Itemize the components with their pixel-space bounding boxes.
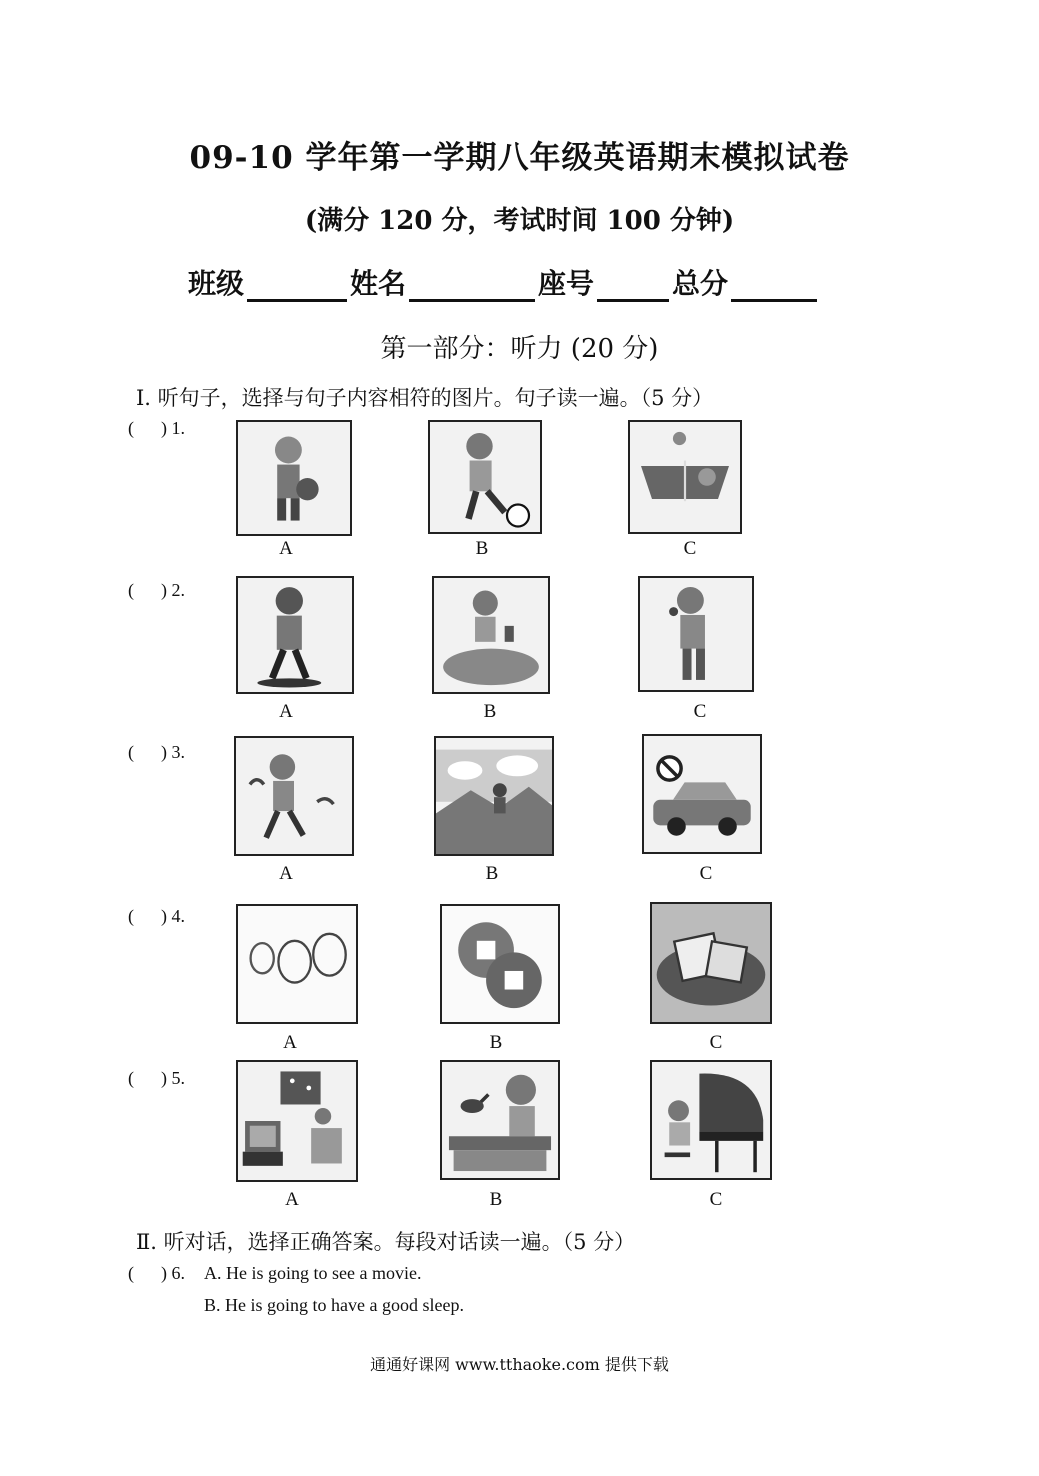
q3-label-a: A	[279, 863, 293, 884]
class-label: 班级	[188, 267, 245, 300]
q2-picture-b[interactable]	[432, 576, 550, 694]
q2-label-c: C	[693, 701, 707, 722]
q5-picture-a[interactable]	[236, 1060, 358, 1182]
q4-label-c: C	[709, 1032, 723, 1053]
question-number-6[interactable]: ( ) 6.	[128, 1263, 185, 1283]
q5-picture-b[interactable]	[440, 1060, 560, 1180]
section1-heading: Ⅰ. 听句子，选择与句子内容相符的图片。句子读一遍。（5 分）	[136, 386, 714, 410]
q5-label-c: C	[709, 1189, 723, 1210]
q1-picture-b[interactable]	[428, 420, 542, 534]
q4-picture-c[interactable]	[650, 902, 772, 1024]
q1-picture-c[interactable]	[628, 420, 742, 534]
q5-label-a: A	[285, 1189, 299, 1210]
q2-picture-a[interactable]	[236, 576, 354, 694]
q1-label-c: C	[683, 538, 697, 559]
q3-label-c: C	[699, 863, 713, 884]
name-blank[interactable]	[409, 271, 535, 302]
page-subtitle: (满分 120 分，考试时间 100 分钟)	[304, 206, 735, 236]
q4-picture-a[interactable]	[236, 904, 358, 1024]
q1-picture-a[interactable]	[236, 420, 352, 536]
q6-option-b[interactable]: B. He is going to have a good sleep.	[204, 1295, 464, 1315]
q1-label-a: A	[279, 538, 293, 559]
q3-picture-b[interactable]	[434, 736, 554, 856]
question-number-2[interactable]: ( ) 2.	[128, 580, 185, 600]
seat-label: 座号	[538, 267, 595, 300]
q3-label-b: B	[485, 863, 499, 884]
question-number-1[interactable]: ( ) 1.	[128, 418, 185, 438]
score-blank[interactable]	[731, 271, 817, 302]
page-title: 09-10 学年第一学期八年级英语期末模拟试卷	[189, 140, 850, 176]
part-heading: 第一部分：听力 (20 分)	[380, 334, 659, 364]
q4-label-b: B	[489, 1032, 503, 1053]
q1-label-b: B	[475, 538, 489, 559]
q4-picture-b[interactable]	[440, 904, 560, 1024]
q3-picture-a[interactable]	[234, 736, 354, 856]
question-number-3[interactable]: ( ) 3.	[128, 742, 185, 762]
name-label: 姓名	[350, 267, 407, 300]
q5-label-b: B	[489, 1189, 503, 1210]
score-label: 总分	[672, 267, 729, 300]
q2-label-a: A	[279, 701, 293, 722]
q3-picture-c[interactable]	[642, 734, 762, 854]
q5-picture-c[interactable]	[650, 1060, 772, 1180]
seat-blank[interactable]	[597, 271, 669, 302]
class-blank[interactable]	[247, 271, 347, 302]
q2-label-b: B	[483, 701, 497, 722]
section2-heading: Ⅱ. 听对话，选择正确答案。每段对话读一遍。（5 分）	[136, 1230, 636, 1254]
q6-option-a[interactable]: A. He is going to see a movie.	[204, 1263, 422, 1283]
q4-label-a: A	[283, 1032, 297, 1053]
q2-picture-c[interactable]	[638, 576, 754, 692]
student-info-row	[188, 262, 820, 302]
question-number-4[interactable]: ( ) 4.	[128, 906, 185, 926]
footer-credit: 通通好课网 www.tthaoke.com 提供下载	[370, 1355, 669, 1374]
question-number-5[interactable]: ( ) 5.	[128, 1068, 185, 1088]
